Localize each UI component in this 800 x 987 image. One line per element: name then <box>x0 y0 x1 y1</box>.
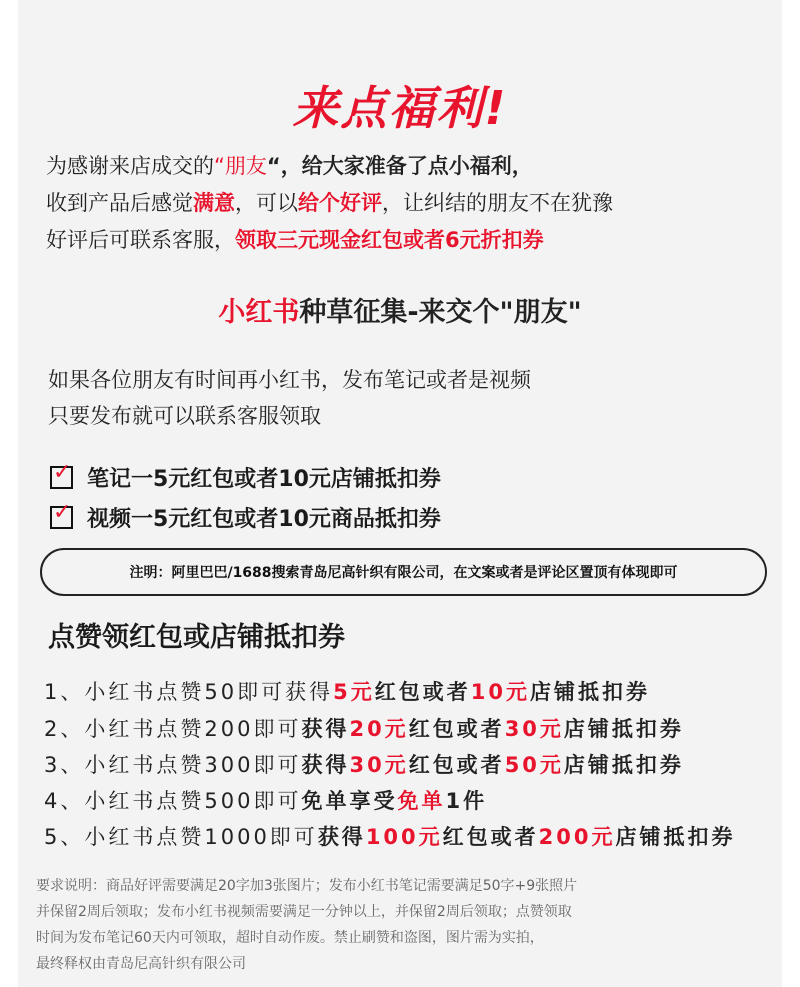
item-prefix: 1、小红书点赞50即可获得 <box>44 680 334 704</box>
check-mark-icon: ✓ <box>53 460 72 485</box>
item-bold: 获得 <box>301 753 350 777</box>
checklist-item-notes <box>50 462 441 493</box>
checkbox-icon <box>50 460 73 489</box>
intro-text: ，给大家准备了点 <box>280 154 449 178</box>
likes-item <box>44 785 487 815</box>
intro-text: ， <box>511 154 533 178</box>
likes-item <box>44 676 650 706</box>
item-suffix: 店铺抵扣券 <box>563 753 684 777</box>
friend-highlight: 朋友 <box>224 154 267 178</box>
xiaohongshu-heading <box>18 290 782 329</box>
intro-text: 为感谢来店成交的 <box>46 154 214 178</box>
amount-red: 5元 <box>333 680 375 704</box>
intro-text: 收到产品后感觉 <box>46 191 193 215</box>
item-mid: 红包或者 <box>442 825 539 849</box>
requirements-line: 时间为发布笔记60天内可领取，超时自动作废。禁止刷赞和盗图，图片需为实拍， <box>36 930 544 946</box>
review-highlight: 给个好评 <box>298 191 382 215</box>
intro-line-2 <box>46 187 613 217</box>
likes-item <box>44 749 684 779</box>
checklist-text: 视频一5元红包或者10元商品抵扣券 <box>87 507 441 532</box>
item-prefix: 4、小红书点赞500即可 <box>44 789 302 813</box>
item-prefix: 3、小红书点赞300即可 <box>44 753 302 777</box>
checklist-item-video <box>50 502 441 533</box>
intro-text: 好评后可联系客服， <box>46 228 235 252</box>
item-prefix: 5、小红书点赞1000即可 <box>44 825 318 849</box>
paragraph-line-2: 只要发布就可以联系客服领取 <box>48 404 321 428</box>
intro-text: ，让纠结的朋友不在犹豫 <box>382 191 613 215</box>
amount-red: 20元 <box>349 717 409 741</box>
paragraph-line-1: 如果各位朋友有时间再小红书，发布笔记或者是视频 <box>48 368 531 392</box>
item-mid: 红包或者 <box>408 717 505 741</box>
intro-line-1 <box>46 150 533 180</box>
item-bold: 获得 <box>317 825 366 849</box>
satisfied-highlight: 满意 <box>193 191 235 215</box>
welfare-highlight: 小福利 <box>448 154 512 178</box>
amount-red: 100元 <box>365 825 443 849</box>
intro-text: ，可以 <box>235 191 298 215</box>
amount-red: 30元 <box>504 717 564 741</box>
item-bold: 免单享受 <box>301 789 398 813</box>
checklist-text: 笔记一5元红包或者10元店铺抵扣券 <box>87 467 441 492</box>
note-banner: 注明：阿里巴巴/1688搜索青岛尼高针织有限公司，在文案或者是评论区置顶有体现即可 <box>40 548 767 596</box>
xiaohongshu-label: 小红书 <box>218 297 300 328</box>
page-title: 来点福利! <box>292 81 508 135</box>
amount-red: 200元 <box>538 825 616 849</box>
requirements-line: 要求说明：商品好评需要满足20字加3张图片；发布小红书笔记需要满足50字+9张照片 <box>36 878 578 894</box>
item-mid: 1件 <box>445 789 488 813</box>
item-mid: 红包或者 <box>374 680 471 704</box>
amount-red: 10元 <box>470 680 530 704</box>
item-prefix: 2、小红书点赞200即可 <box>44 717 302 741</box>
amount-red: 30元 <box>349 753 409 777</box>
check-mark-icon: ✓ <box>53 500 72 525</box>
intro-line-3 <box>46 224 544 254</box>
likes-heading: 点赞领红包或店铺抵扣券 <box>48 622 345 653</box>
likes-item <box>44 713 684 743</box>
amount-red: 50元 <box>504 753 564 777</box>
likes-item <box>44 821 736 851</box>
heading-text: 种草征集-来交个"朋友" <box>299 297 582 328</box>
promo-panel <box>18 0 782 987</box>
item-suffix: 店铺抵扣券 <box>529 680 650 704</box>
quote-mark: “ <box>266 154 281 178</box>
checkbox-icon <box>50 500 73 529</box>
quote-mark: “ <box>214 154 225 178</box>
item-suffix: 店铺抵扣券 <box>563 717 684 741</box>
requirements-line: 最终释权由青岛尼高针织有限公司 <box>36 956 246 972</box>
item-mid: 红包或者 <box>408 753 505 777</box>
reward-highlight: 领取三元现金红包或者6元折扣券 <box>235 228 544 252</box>
item-bold: 获得 <box>301 717 350 741</box>
amount-red: 免单 <box>397 789 446 813</box>
requirements-line: 并保留2周后领取；发布小红书视频需要满足一分钟以上，并保留2周后领取；点赞领取 <box>36 904 572 920</box>
item-suffix: 店铺抵扣券 <box>615 825 736 849</box>
